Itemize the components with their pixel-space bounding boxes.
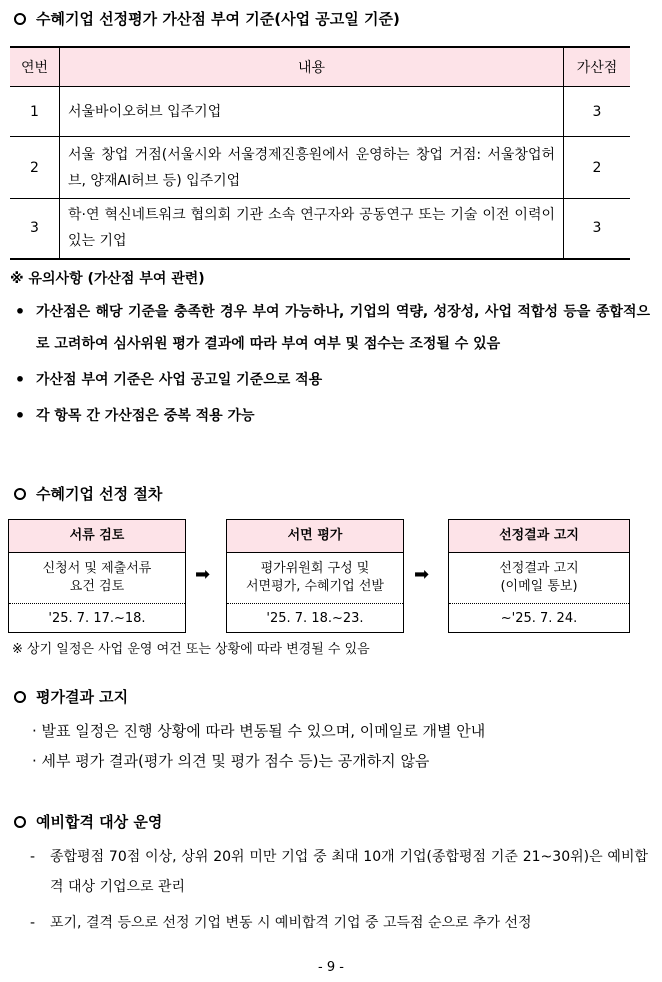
- schedule-change-note: ※ 상기 일정은 사업 운영 여건 또는 상황에 따라 변경될 수 있음: [12, 642, 370, 657]
- list-item: · 발표 일정은 진행 상황에 따라 변동될 수 있으며, 이메일로 개별 안내: [32, 722, 486, 740]
- cell-content: 서울 창업 거점(서울시와 서울경제진흥원에서 운영하는 창업 거점: 서울창업허브, 양재AI허브 등) 입주기업: [60, 137, 564, 199]
- col-header-points: 가산점: [564, 47, 631, 87]
- result-notice-list: [32, 716, 485, 776]
- cell-content: 학·연 혁신네트워크 협의회 기관 소속 연구자와 공동연구 또는 기술 이전 이력이 있는 기업: [60, 199, 564, 259]
- reserve-candidates-list: [30, 842, 648, 944]
- table-row: [10, 199, 630, 259]
- list-item: · 세부 평가 결과(평가 의견 및 평가 점수 등)는 공개하지 않음: [32, 752, 430, 770]
- section-title: 수혜기업 선정 절차: [36, 485, 163, 503]
- circle-bullet-icon: [14, 691, 26, 703]
- step-description: 신청서 및 제출서류 요건 검토: [9, 553, 185, 604]
- bonus-criteria-table: [10, 46, 630, 260]
- cell-content: 서울바이오허브 입주기업: [60, 87, 564, 137]
- list-item: - 포기, 결격 등으로 선정 기업 변동 시 예비합격 기업 중 고득점 순으로 추가 선정: [30, 908, 648, 938]
- cell-points: 3: [564, 199, 631, 259]
- section-title: 평가결과 고지: [36, 688, 129, 706]
- circle-bullet-icon: [14, 13, 26, 25]
- step-description: 선정결과 고지 (이메일 통보): [449, 553, 629, 604]
- dash-bullet-icon: -: [30, 849, 36, 865]
- step-date: '25. 7. 17.~18.: [48, 611, 146, 626]
- process-step-written-evaluation: [226, 519, 404, 633]
- section-heading-selection-process: [14, 483, 162, 504]
- process-step-document-review: [8, 519, 186, 633]
- step-description: 평가위원회 구성 및 서면평가, 수혜기업 선발: [227, 553, 403, 604]
- list-item: • 가산점은 해당 기준을 충족한 경우 부여 가능하나, 기업의 역량, 성장성, 사업 적합성 등을 종합적으로 고려하여 심사위원 평가 결과에 따라 부여 여부 및 점수는 조정될 수 있음: [10, 296, 650, 360]
- list-item: • 각 항목 간 가산점은 중복 적용 가능: [10, 400, 650, 432]
- bullet-dot-icon: •: [14, 406, 26, 425]
- arrow-right-icon: ➡: [414, 564, 430, 585]
- list-item: • 가산점 부여 기준은 사업 공고일 기준으로 적용: [10, 364, 650, 396]
- cell-no: 2: [10, 137, 60, 199]
- step-date: ~'25. 7. 24.: [500, 611, 578, 626]
- cell-points: 3: [564, 87, 631, 137]
- arrow-right-icon: ➡: [195, 564, 211, 585]
- cell-no: 1: [10, 87, 60, 137]
- step-title: 선정결과 고지: [449, 520, 629, 553]
- cell-no: 3: [10, 199, 60, 259]
- table-header-row: [10, 47, 630, 87]
- bullet-dot-icon: •: [14, 302, 26, 321]
- table-row: [10, 87, 630, 137]
- dash-bullet-icon: -: [30, 915, 36, 931]
- section-title: 수혜기업 선정평가 가산점 부여 기준(사업 공고일 기준): [36, 10, 400, 28]
- page-number: - 9 -: [318, 960, 344, 975]
- reference-mark-icon: ※: [10, 271, 24, 287]
- step-title: 서류 검토: [9, 520, 185, 553]
- step-date: '25. 7. 18.~23.: [266, 611, 364, 626]
- bullet-dot-icon: •: [14, 370, 26, 389]
- col-header-no: 연번: [10, 47, 60, 87]
- caution-list: [10, 296, 650, 432]
- section-heading-reserve-candidates: [14, 811, 162, 832]
- col-header-content: 내용: [60, 47, 564, 87]
- circle-bullet-icon: [14, 816, 26, 828]
- caution-heading: [10, 268, 205, 288]
- section-heading-bonus-criteria: [14, 8, 400, 29]
- circle-bullet-icon: [14, 488, 26, 500]
- section-title: 예비합격 대상 운영: [36, 813, 163, 831]
- table-row: [10, 137, 630, 199]
- cell-points: 2: [564, 137, 631, 199]
- caution-title: 유의사항 (가산점 부여 관련): [28, 271, 205, 287]
- step-title: 서면 평가: [227, 520, 403, 553]
- section-heading-result-notice: [14, 686, 128, 707]
- list-item: - 종합평점 70점 이상, 상위 20위 미만 기업 중 최대 10개 기업(종합평점 기준 21~30위)은 예비합격 대상 기업으로 관리: [30, 842, 648, 902]
- process-step-result-notice: [448, 519, 630, 633]
